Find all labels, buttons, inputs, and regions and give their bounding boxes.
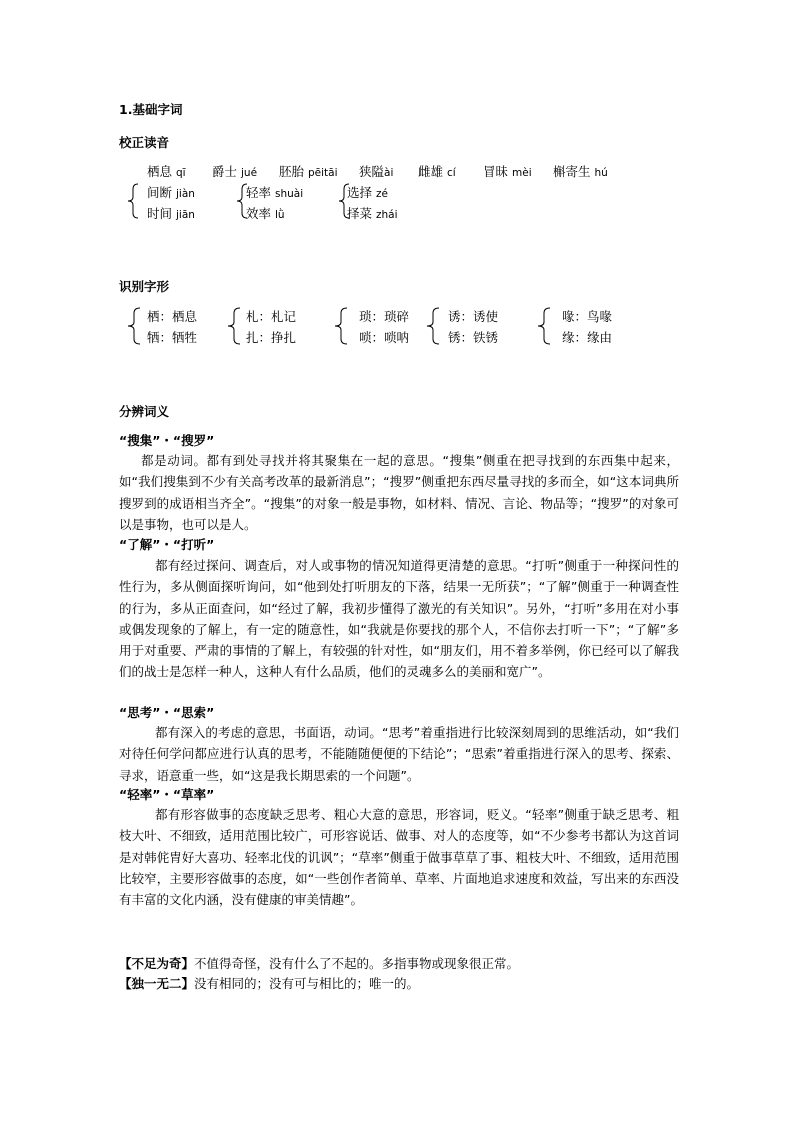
glyph-item: 诱：诱使	[448, 309, 499, 324]
section-title: 1.基础字词	[119, 102, 183, 117]
glyph-item: 扎：挣扎	[246, 330, 297, 345]
brace-icon	[537, 307, 551, 345]
subheading-pronunciation: 校正读音	[119, 135, 170, 150]
pron-item: 爵士 jué	[212, 164, 258, 179]
pron-group-a: 轻率 shuài	[246, 185, 304, 200]
meaning-heading: “了解”・“打听”	[119, 537, 215, 552]
glyph-item: 缘：缘由	[562, 330, 613, 345]
meaning-heading: “思考”・“思索”	[119, 705, 215, 720]
meaning-heading: “搜集”・“搜罗”	[119, 433, 215, 448]
idiom-entry: 【独一无二】没有相同的；没有可与相比的；唯一的。	[119, 976, 420, 991]
pron-group-b: 时间 jiān	[147, 206, 195, 221]
pron-group-a: 间断 jiàn	[147, 185, 195, 200]
brace-icon	[426, 307, 440, 345]
pron-group-b: 效率 lǜ	[246, 206, 285, 221]
glyph-item: 唢：唢呐	[359, 330, 410, 345]
glyph-item: 喙：鸟喙	[562, 309, 613, 324]
pron-item: 冒昧 mèi	[483, 164, 532, 179]
pron-group-b: 择菜 zhái	[347, 206, 398, 221]
pron-item: 雌雄 cí	[418, 164, 456, 179]
pron-item: 槲寄生 hú	[553, 164, 608, 179]
glyph-item: 锈：铁锈	[448, 330, 499, 345]
meaning-paragraph: 都有形容做事的态度缺乏思考、粗心大意的意思，形容词，贬义。“轻率”侧重于缺乏思考、粗枝大叶、不细致，适用范围比较广，可形容说话、做事、对人的态度等，如“不少参考书都认为这首词是对韩侂胄好大喜功、轻率北伐的讥讽”；“草率”侧重于做事草草了事、粗枝大叶、不细致，适用范围比较窄，主要形容做事的态度，如“一些创作者简单、草率、片面地追求速度和效益，写出来的东西没有丰富的文化内涵，没有健康的审美情趣”。	[119, 807, 679, 908]
meaning-heading: “轻率”・“草率”	[119, 787, 215, 802]
subheading-meanings: 分辨词义	[119, 404, 170, 419]
pron-item: 栖息 qī	[147, 164, 186, 179]
meaning-paragraph: 都有经过探问、调查后，对人或事物的情况知道得更清楚的意思。“打听”侧重于一种探问性的性行为，多从侧面探听询问，如“他到处打听朋友的下落，结果一无所获”；“了解”侧重于一种调查性的行为，多从正面查问，如“经过了解，我初步懂得了激光的有关知识”。另外，“打听”多用在对小事或偶发现象的了解上，有一定的随意性，如“我就是你要找的那个人，不信你去打听一下”；“了解”多用于对重要、严肃的事情的了解上，有较强的针对性，如“朋友们，用不着多举例，你已经可以了解我们的战士是怎样一种人，这种人有什么品质，他们的灵魂多么的美丽和宽广”。	[119, 558, 679, 680]
brace-icon	[127, 307, 141, 345]
pron-item: 狭隘ài	[359, 164, 394, 179]
subheading-glyphs: 识别字形	[119, 279, 170, 294]
idiom-entry: 【不足为奇】不值得奇怪，没有什么了不起的。多指事物或现象很正常。	[119, 956, 520, 971]
brace-icon	[334, 307, 348, 345]
glyph-item: 琐：琐碎	[359, 309, 410, 324]
meaning-paragraph: 都是动词。都有到处寻找并将其聚集在一起的意思。“搜集”侧重在把寻找到的东西集中起来，如“我们搜集到不少有关高考改革的最新消息”；“搜罗”侧重把东西尽量寻找的多而全，如“这本词典所搜罗到的成语相当齐全”。“搜集”的对象一般是事物，如材料、情况、言论、物品等；“搜罗”的对象可以是事物，也可以是人。	[119, 453, 679, 532]
glyph-item: 札：札记	[246, 309, 297, 324]
pron-group-a: 选择 zé	[347, 185, 388, 200]
meaning-paragraph: 都有深入的考虑的意思，书面语，动词。“思考”着重指进行比较深刻周到的思维活动，如“我们对待任何学问都应进行认真的思考，不能随随便便的下结论”；“思索”着重指进行深入的思考、探索、寻求，语意重一些，如“这是我长期思索的一个问题”。	[119, 725, 679, 783]
glyph-item: 牺：牺牲	[147, 330, 198, 345]
brace-icon	[227, 307, 241, 345]
brace-icon	[127, 183, 139, 219]
glyph-item: 栖：栖息	[147, 309, 198, 324]
pron-item: 胚胎 pēitāi	[279, 164, 338, 179]
